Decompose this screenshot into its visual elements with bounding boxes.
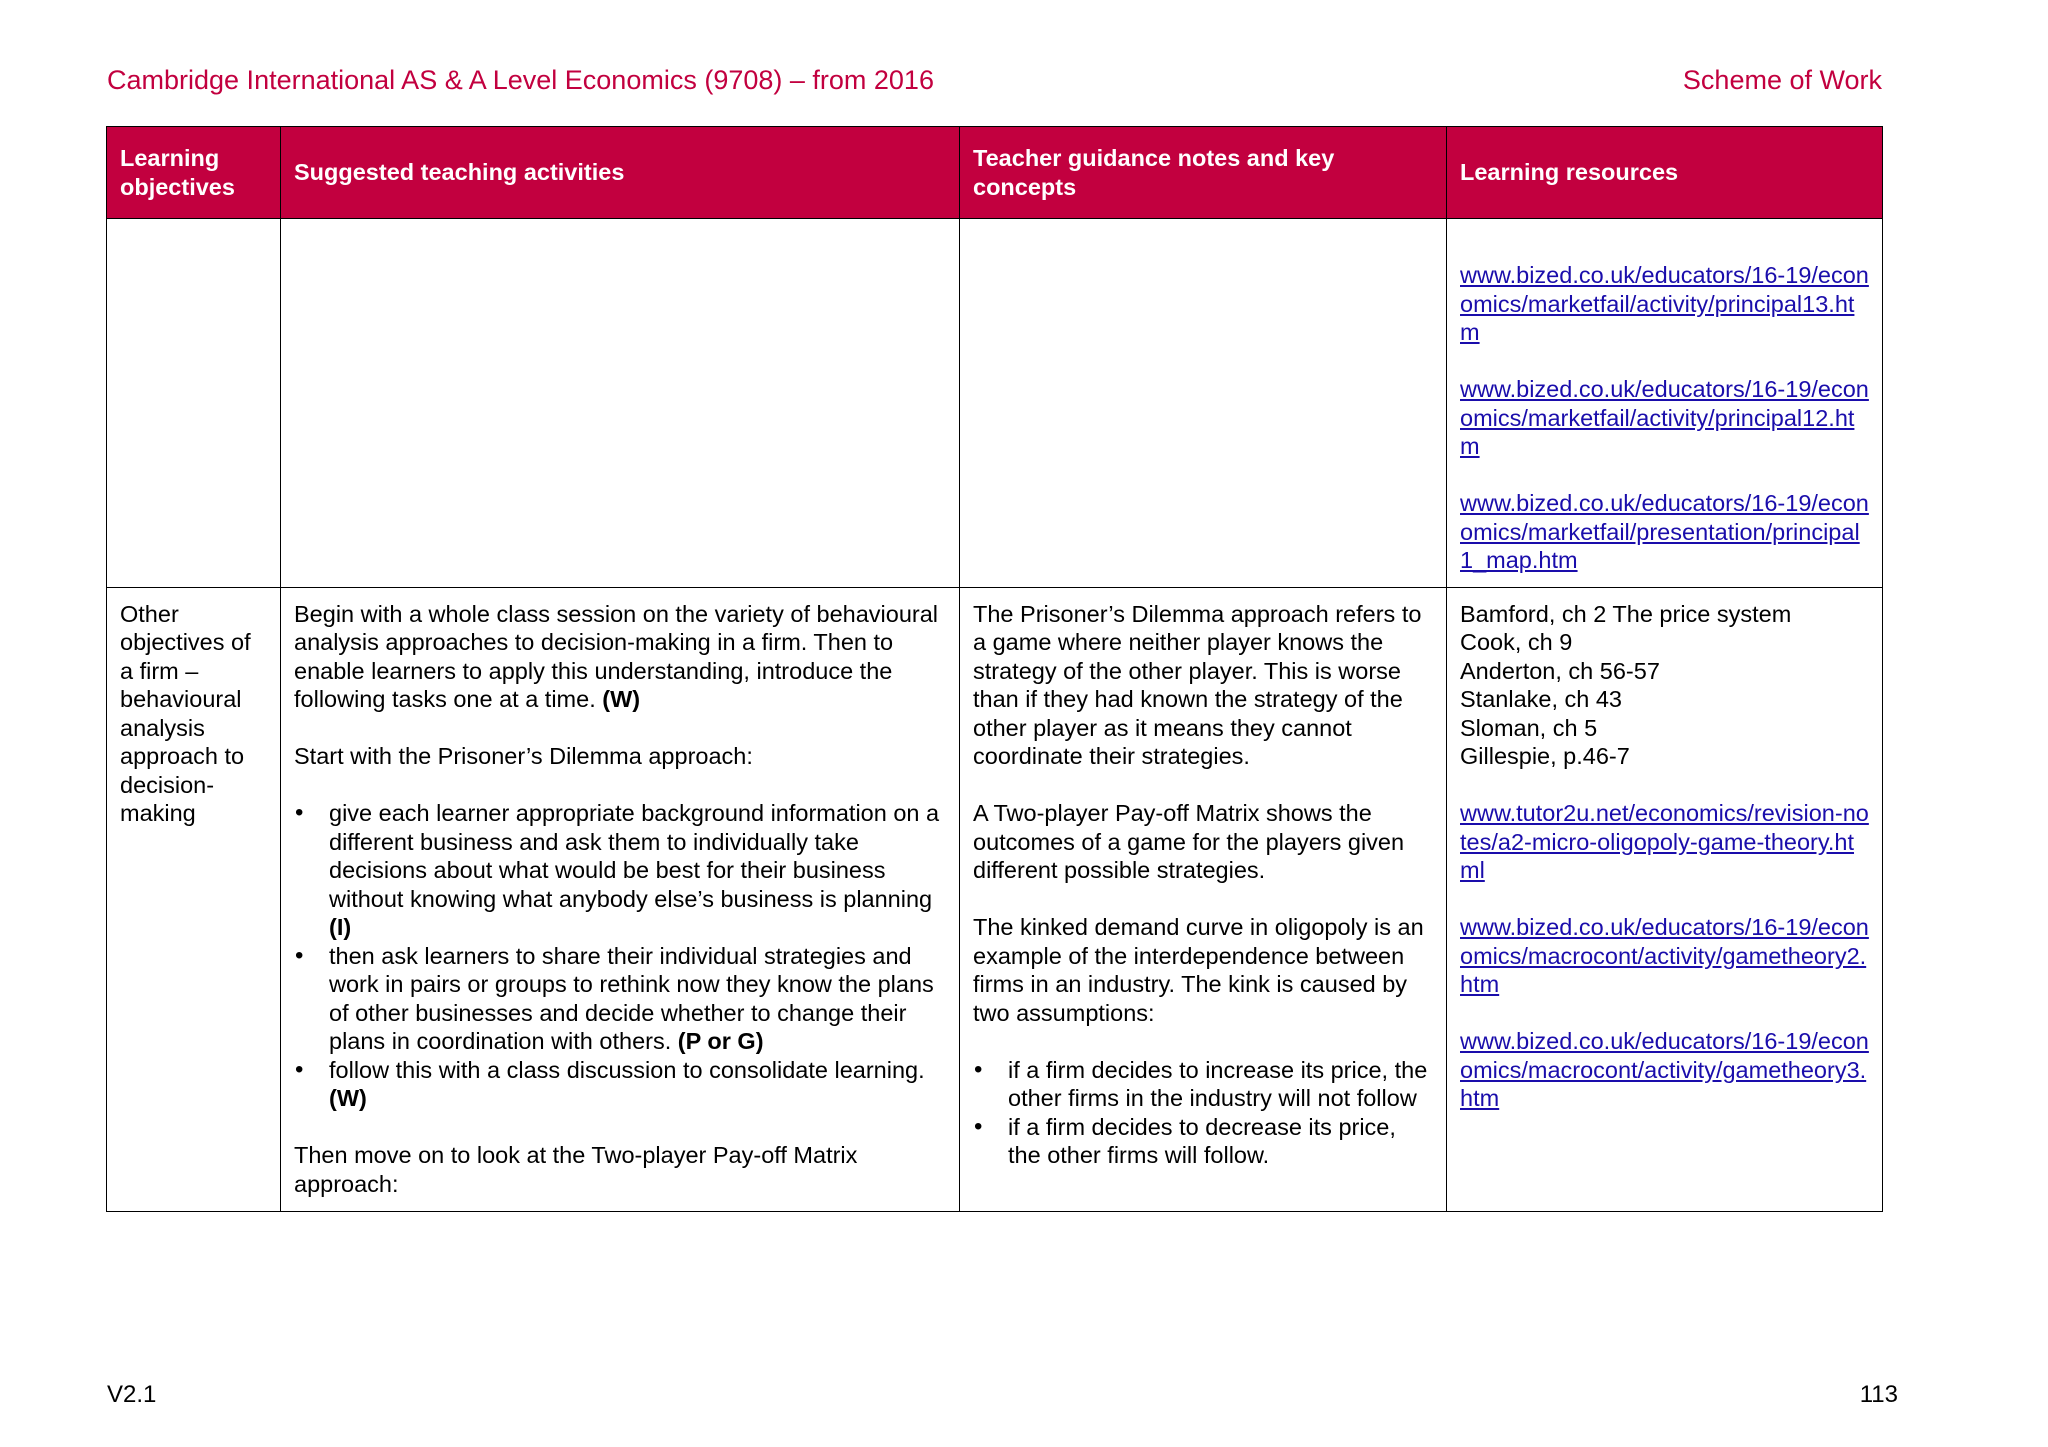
table-header-row: [107, 127, 1883, 219]
activities-bullet-list: [294, 799, 946, 1113]
activities-cell-empty: [281, 219, 960, 588]
table-row: [107, 219, 1883, 588]
guidance-cell-empty: [960, 219, 1447, 588]
page-header: [107, 60, 1882, 100]
list-item: • if a firm decides to increase its price, the other firms in the industry will not follow: [1008, 1056, 1433, 1113]
activity-tag: (P or G): [677, 1028, 764, 1054]
resource-link-principal12[interactable]: www.bized.co.uk/educators/16-19/economics/marketfail/activity/principal12.htm: [1460, 376, 1869, 459]
list-item: • if a firm decides to decrease its price, the other firms will follow.: [1008, 1113, 1433, 1170]
textbook-reference: Gillespie, p.46-7: [1460, 743, 1630, 769]
column-header-objectives: Learning objectives: [107, 127, 281, 219]
resources-cell: [1447, 587, 1883, 1211]
textbook-reference: Anderton, ch 56-57: [1460, 657, 1660, 684]
scheme-of-work-table: [106, 126, 1883, 1212]
textbook-reference: Sloman, ch 5: [1460, 714, 1598, 741]
page-footer: [107, 1378, 1898, 1412]
resource-link-principal1-map[interactable]: www.bized.co.uk/educators/16-19/economics/marketfail/presentation/principal1_map.htm: [1460, 490, 1869, 573]
textbook-reference: Stanlake, ch 43: [1460, 686, 1622, 712]
resource-link-tutor2u[interactable]: www.tutor2u.net/economics/revision-notes/a2-micro-oligopoly-game-theory.html: [1460, 800, 1869, 883]
guidance-paragraph: The Prisoner’s Dilemma approach refers to a game where neither player knows the strategy of the other player. This is worse than if they had known the strategy of the other player as it means they cannot coordinate their strategies.: [973, 600, 1422, 769]
list-item: • then ask learners to share their individual strategies and work in pairs or groups to rethink now they know the plans of other businesses and decide whether to change their plans in coordination with others. (P or G): [329, 942, 946, 1056]
activities-start-text: Start with the Prisoner’s Dilemma approach:: [294, 743, 753, 769]
guidance-paragraph: The kinked demand curve in oligopoly is an example of the interdependence between firms in an industry. The kink is caused by two assumptions:: [973, 914, 1424, 1026]
column-header-guidance: Teacher guidance notes and key concepts: [960, 127, 1447, 219]
activity-tag: (W): [329, 1085, 367, 1111]
resources-cell: [1447, 219, 1883, 588]
guidance-paragraph: A Two-player Pay-off Matrix shows the outcomes of a game for the players given different possible strategies.: [973, 800, 1405, 883]
table-row: [107, 587, 1883, 1211]
activities-cell: [281, 587, 960, 1211]
guidance-cell: [960, 587, 1447, 1211]
activity-tag: (I): [329, 914, 352, 940]
document-title: Cambridge International AS & A Level Economics (9708) – from 2016: [107, 64, 934, 95]
textbook-reference: Cook, ch 9: [1460, 629, 1573, 655]
activities-then-text: Then move on to look at the Two-player Pay-off Matrix approach:: [294, 1142, 858, 1197]
version-label: V2.1: [107, 1381, 157, 1408]
resource-link-gametheory3[interactable]: www.bized.co.uk/educators/16-19/economics/macrocont/activity/gametheory3.htm: [1460, 1028, 1869, 1111]
textbook-reference: Bamford, ch 2 The price system: [1460, 600, 1792, 627]
guidance-bullet-list: [973, 1056, 1433, 1170]
activity-tag: (W): [602, 686, 641, 712]
page-number: 113: [1859, 1381, 1898, 1408]
objectives-cell-empty: [107, 219, 281, 588]
textbook-list: [1460, 600, 1869, 771]
learning-objective-text: Other objectives of a firm – behavioural analysis approach to decision-making: [120, 600, 251, 826]
resource-link-gametheory2[interactable]: www.bized.co.uk/educators/16-19/economics/macrocont/activity/gametheory2.htm: [1460, 914, 1869, 997]
column-header-activities: Suggested teaching activities: [281, 127, 960, 219]
objectives-cell: [107, 587, 281, 1211]
resource-link-principal13[interactable]: www.bized.co.uk/educators/16-19/economics/marketfail/activity/principal13.htm: [1460, 262, 1869, 345]
list-item: • follow this with a class discussion to consolidate learning. (W): [329, 1056, 946, 1113]
list-item: • give each learner appropriate background information on a different business and ask them to individually take decisions about what would be best for their business without knowing what anybody else’s business is planning (I): [329, 799, 946, 942]
document-section: Scheme of Work: [1682, 64, 1882, 95]
activities-intro: Begin with a whole class session on the variety of behavioural analysis approaches to decision-making in a firm. Then to enable learners to apply this understanding, introduce the following tasks one at a time. (W): [294, 600, 939, 712]
column-header-resources: Learning resources: [1447, 127, 1883, 219]
